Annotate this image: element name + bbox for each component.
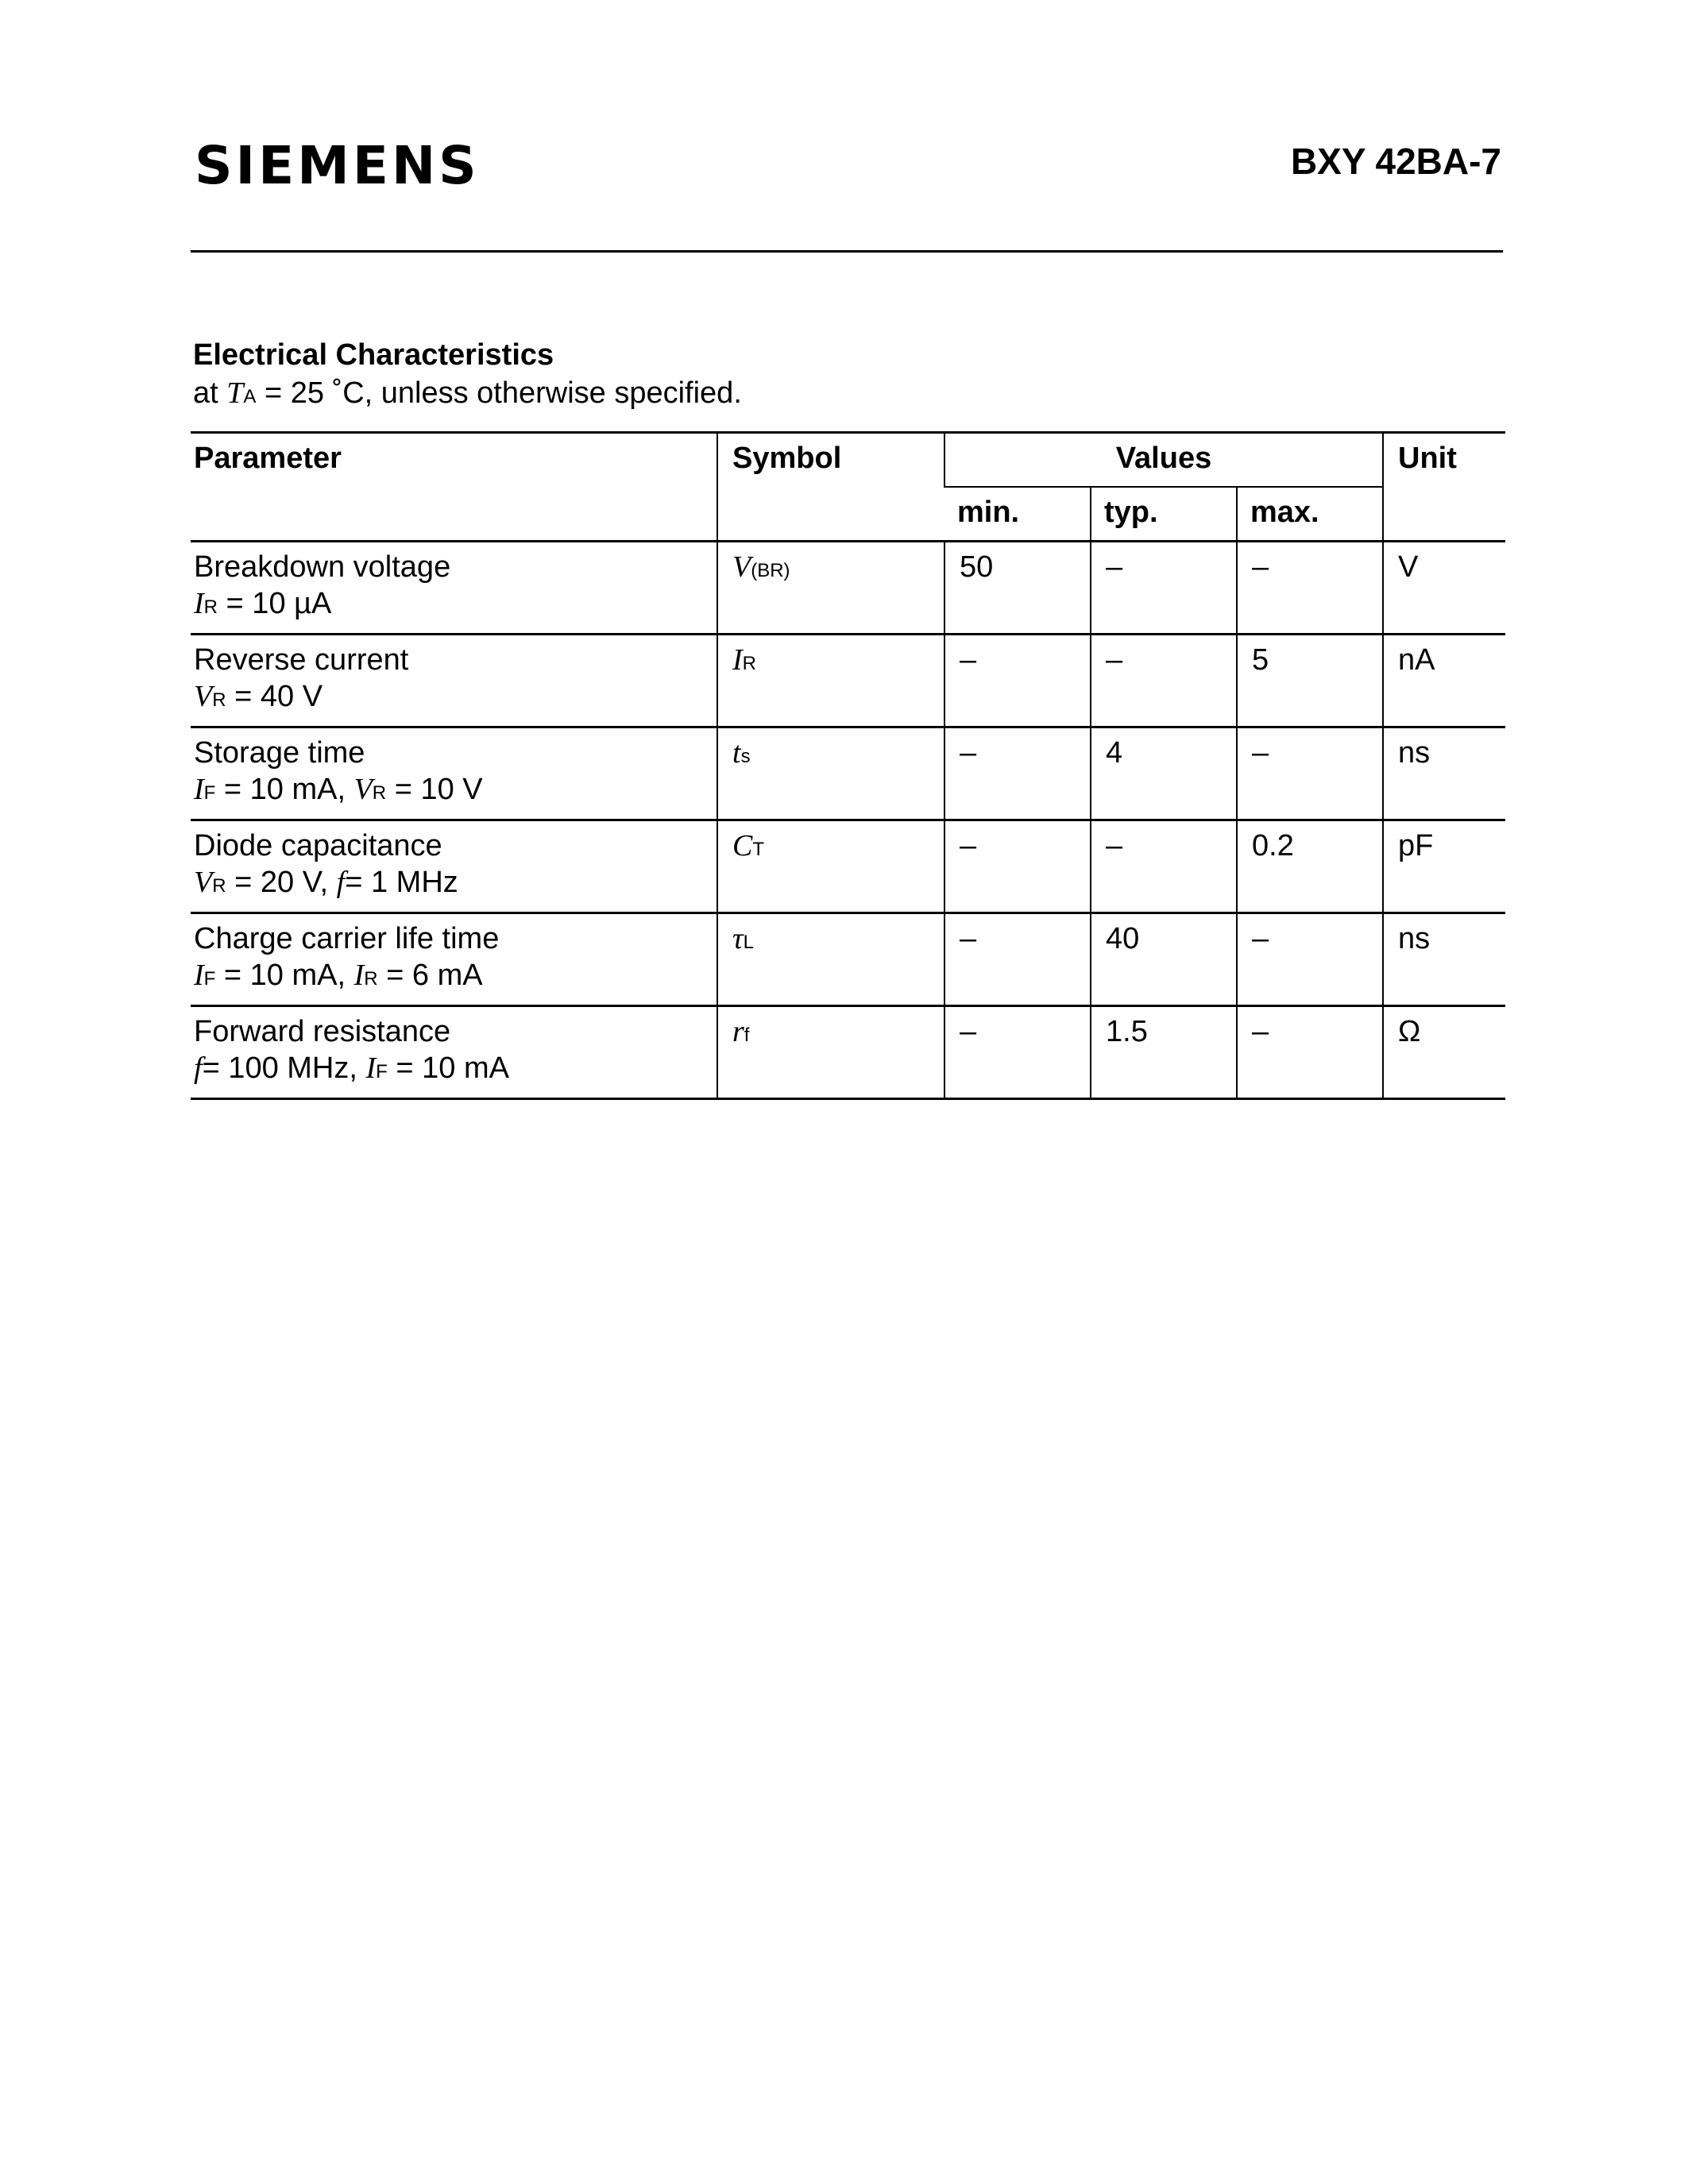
condition-suffix: = 25 ˚C, unless otherwise specified. (256, 376, 742, 410)
symbol-cell (717, 635, 944, 727)
condition-subscript: R (364, 968, 378, 990)
max-cell: 5 (1237, 635, 1383, 727)
condition-text: = 10 mA (387, 1051, 509, 1085)
unit-cell: ns (1383, 913, 1505, 1006)
parameter-cell (191, 727, 717, 820)
typ-cell: 4 (1091, 727, 1237, 820)
min-cell: 50 (944, 542, 1091, 635)
condition-subscript: A (243, 386, 257, 407)
table-row (191, 820, 1505, 913)
parameter-name: Forward resistance (194, 1015, 451, 1048)
brand-logo: SIEMENS (195, 135, 480, 196)
symbol-cell (717, 727, 944, 820)
parameter-cell (191, 1006, 717, 1099)
unit-cell: pF (1383, 820, 1505, 913)
condition-subscript: F (203, 968, 216, 990)
condition-variable: I (365, 1051, 377, 1085)
symbol-subscript: L (743, 932, 754, 953)
table-row (191, 913, 1505, 1006)
table-body (191, 542, 1505, 1099)
condition-subscript: R (372, 782, 387, 804)
min-cell: – (944, 635, 1091, 727)
symbol-cell (717, 542, 944, 635)
max-cell: – (1237, 727, 1383, 820)
symbol-subscript: R (742, 653, 756, 674)
header-parameter: Parameter (191, 433, 717, 542)
symbol-variable: τ (732, 922, 744, 955)
condition-text: = 20 V, (226, 866, 337, 899)
parameter-cell (191, 542, 717, 635)
max-cell: – (1237, 542, 1383, 635)
parameter-cell (191, 820, 717, 913)
parameter-name: Storage time (194, 736, 365, 770)
parameter-cell (191, 635, 717, 727)
condition-variable: I (353, 959, 365, 992)
unit-cell: V (1383, 542, 1505, 635)
condition-subscript: R (212, 875, 226, 897)
header-typ: typ. (1091, 487, 1237, 542)
symbol-cell (717, 1006, 944, 1099)
min-cell: – (944, 1006, 1091, 1099)
condition-variable: I (194, 959, 204, 992)
section-title: Electrical Characteristics (193, 338, 554, 372)
max-cell: 0.2 (1237, 820, 1383, 913)
condition-variable: T (226, 376, 244, 410)
condition-prefix: at (193, 376, 227, 410)
condition-text: = 10 mA, (215, 773, 354, 806)
symbol-subscript: T (752, 839, 765, 860)
header-max: max. (1237, 487, 1383, 542)
header-min: min. (957, 496, 1020, 529)
header-unit: Unit (1383, 433, 1505, 542)
table-row (191, 727, 1505, 820)
condition-subscript: R (212, 689, 226, 711)
condition-variable: V (353, 773, 373, 806)
parameter-name: Diode capacitance (194, 829, 442, 862)
parameter-cell (191, 913, 717, 1006)
condition-subscript: F (376, 1061, 388, 1082)
condition-text: = 6 mA (377, 959, 483, 992)
symbol-variable: r (732, 1015, 744, 1048)
header-values: Values (944, 433, 1383, 488)
condition-variable: V (194, 866, 213, 899)
symbol-variable: I (732, 643, 743, 677)
condition-text: = 100 MHz, (202, 1051, 366, 1085)
condition-variable: I (194, 587, 204, 620)
symbol-variable: C (732, 829, 753, 862)
section-condition (193, 378, 742, 408)
typ-cell: 1.5 (1091, 1006, 1237, 1099)
condition-variable: V (194, 680, 213, 713)
typ-cell: 40 (1091, 913, 1237, 1006)
symbol-variable: V (732, 550, 751, 584)
condition-text: = 10 V (386, 773, 483, 806)
symbol-cell (717, 820, 944, 913)
parameter-condition (194, 864, 717, 905)
electrical-characteristics-table (191, 431, 1505, 1100)
unit-cell: nA (1383, 635, 1505, 727)
max-cell: – (1237, 1006, 1383, 1099)
parameter-condition (194, 585, 717, 626)
condition-subscript: R (203, 596, 218, 618)
symbol-cell (717, 913, 944, 1006)
condition-text: = 1 MHz (345, 866, 458, 899)
table-header-row (191, 433, 1505, 488)
symbol-variable: t (732, 736, 741, 770)
min-cell: – (944, 820, 1091, 913)
header-divider (191, 250, 1503, 253)
parameter-condition (194, 1050, 717, 1090)
max-cell: – (1237, 913, 1383, 1006)
unit-cell: ns (1383, 727, 1505, 820)
parameter-condition (194, 678, 717, 719)
parameter-condition (194, 771, 717, 812)
typ-cell: – (1091, 820, 1237, 913)
table-row (191, 635, 1505, 727)
condition-subscript: F (203, 782, 216, 804)
table-row (191, 1006, 1505, 1099)
min-cell: – (944, 727, 1091, 820)
symbol-subscript: f (744, 1024, 750, 1046)
parameter-name: Charge carrier life time (194, 922, 500, 955)
parameter-condition (194, 957, 717, 997)
parameter-name: Breakdown voltage (194, 550, 451, 584)
unit-cell: Ω (1383, 1006, 1505, 1099)
condition-text: = 10 mA, (215, 959, 354, 992)
typ-cell: – (1091, 635, 1237, 727)
min-cell: – (944, 913, 1091, 1006)
condition-text: = 10 µA (218, 587, 332, 620)
condition-text: = 40 V (226, 680, 323, 713)
parameter-name: Reverse current (194, 643, 409, 677)
typ-cell: – (1091, 542, 1237, 635)
condition-variable: f (194, 1051, 203, 1085)
symbol-subscript: s (740, 746, 751, 767)
table-row (191, 542, 1505, 635)
header-symbol: Symbol (717, 433, 944, 542)
condition-variable: f (336, 866, 346, 899)
condition-variable: I (194, 773, 204, 806)
part-number: BXY 42BA-7 (1290, 141, 1501, 182)
symbol-subscript: (BR) (751, 560, 790, 581)
